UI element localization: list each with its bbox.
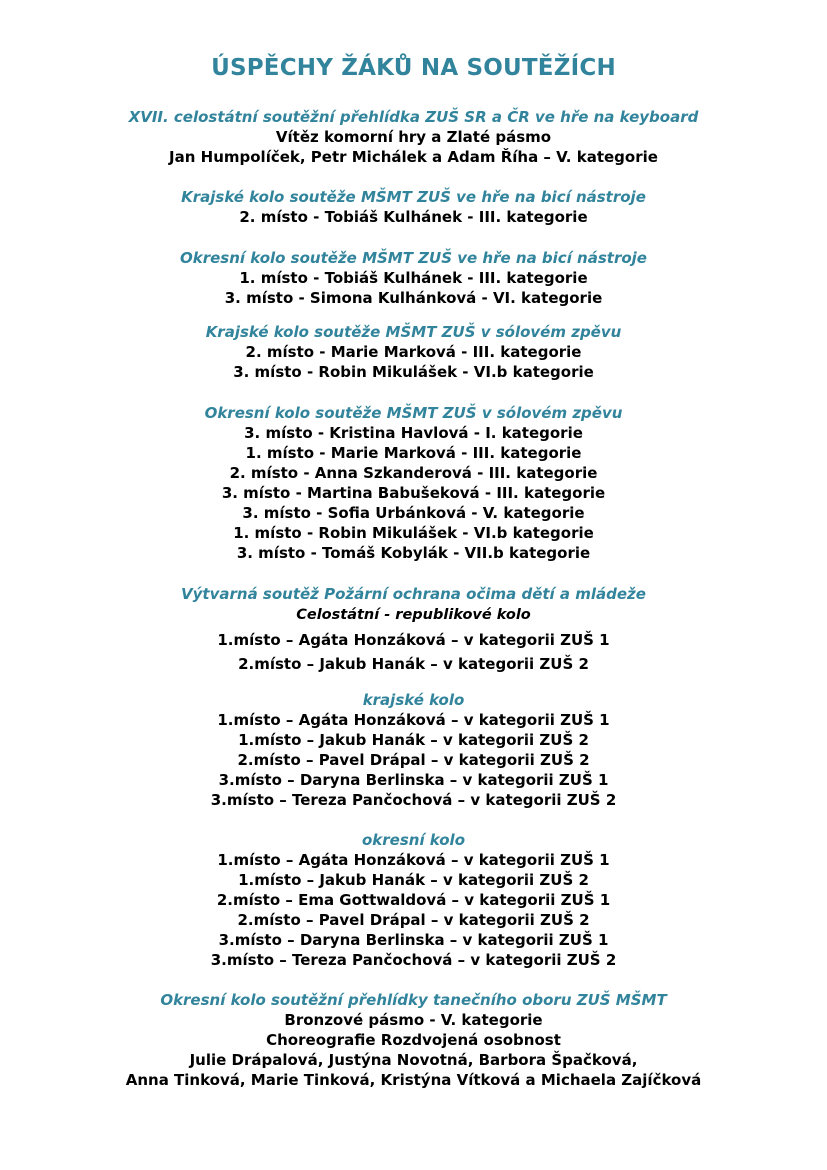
section-art-district xyxy=(0,830,827,970)
section-keyboard-national xyxy=(0,107,827,167)
section-art-regional xyxy=(0,690,827,810)
result-line: 2. místo - Tobiáš Kulhánek - III. kategorie xyxy=(239,208,588,226)
result-line: 1. místo - Robin Mikulášek - VI.b kategorie xyxy=(233,524,594,542)
result-line: Julie Drápalová, Justýna Novotná, Barbora Špačková, xyxy=(189,1051,638,1069)
section-heading: XVII. celostátní soutěžní přehlídka ZUŠ SR a ČR ve hře na keyboard xyxy=(128,108,699,126)
section-subheading: Celostátní - republikové kolo xyxy=(296,607,531,623)
result-line: 3. místo - Simona Kulhánková - VI. kategorie xyxy=(224,289,603,307)
result-line: 3. místo - Robin Mikulášek - VI.b kategorie xyxy=(233,363,594,381)
section-heading: okresní kolo xyxy=(361,831,465,849)
result-line: 3. místo - Tomáš Kobylák - VII.b kategorie xyxy=(236,544,591,562)
result-line: 1.místo – Jakub Hanák – v kategorii ZUŠ 2 xyxy=(238,731,589,749)
section-heading: Okresní kolo soutěže MŠMT ZUŠ ve hře na bicí nástroje xyxy=(180,249,647,267)
result-line: Bronzové pásmo - V. kategorie xyxy=(284,1011,543,1029)
result-line: 3.místo – Daryna Berlinska – v kategorii ZUŠ 1 xyxy=(218,931,609,949)
section-heading: Okresní kolo soutěžní přehlídky tanečního oboru ZUŠ MŠMT xyxy=(160,991,667,1009)
section-percussion-regional xyxy=(0,187,827,227)
result-line: Choreografie Rozdvojená osobnost xyxy=(266,1031,561,1049)
result-line: Jan Humpolíček, Petr Michálek a Adam Říha – V. kategorie xyxy=(169,148,658,166)
section-singing-regional xyxy=(0,322,827,382)
result-line: Anna Tinková, Marie Tinková, Kristýna Vítková a Michaela Zajíčková xyxy=(125,1071,702,1089)
result-line: 2.místo – Ema Gottwaldová – v kategorii ZUŠ 1 xyxy=(216,891,611,909)
result-line: 2.místo – Jakub Hanák – v kategorii ZUŠ 2 xyxy=(238,655,589,673)
result-line: 2. místo - Marie Marková - III. kategorie xyxy=(245,343,582,361)
section-heading: krajské kolo xyxy=(362,691,465,709)
result-line: 2. místo - Anna Szkanderová - III. kategorie xyxy=(229,464,598,482)
result-line: 1.místo – Agáta Honzáková – v kategorii ZUŠ 1 xyxy=(217,711,610,729)
result-line: 3. místo - Sofia Urbánková - V. kategorie xyxy=(242,504,585,522)
result-line: Vítěz komorní hry a Zlaté pásmo xyxy=(275,128,552,146)
result-line: 2.místo – Pavel Drápal – v kategorii ZUŠ 2 xyxy=(237,911,590,929)
result-line: 3. místo - Kristina Havlová - I. kategorie xyxy=(244,424,583,442)
section-singing-district xyxy=(0,403,827,563)
section-heading: Krajské kolo soutěže MŠMT ZUŠ ve hře na bicí nástroje xyxy=(181,188,646,206)
section-heading: Okresní kolo soutěže MŠMT ZUŠ v sólovém zpěvu xyxy=(204,404,623,422)
page-title: ÚSPĚCHY ŽÁKŮ NA SOUTĚŽÍCH xyxy=(211,55,616,81)
section-heading: Výtvarná soutěž Požární ochrana očima dětí a mládeže xyxy=(181,585,646,603)
result-line: 3.místo – Tereza Pančochová – v kategorii ZUŠ 2 xyxy=(210,791,617,809)
result-line: 3.místo – Daryna Berlinska – v kategorii ZUŠ 1 xyxy=(218,771,609,789)
result-line: 1. místo - Marie Marková - III. kategorie xyxy=(245,444,582,462)
section-heading: Krajské kolo soutěže MŠMT ZUŠ v sólovém zpěvu xyxy=(205,323,622,341)
section-percussion-district xyxy=(0,248,827,308)
result-line: 3.místo – Tereza Pančochová – v kategorii ZUŠ 2 xyxy=(210,951,617,969)
result-line: 1.místo – Agáta Honzáková – v kategorii ZUŠ 1 xyxy=(217,851,610,869)
section-dance-district xyxy=(0,990,827,1090)
result-line: 1.místo – Agáta Honzáková – v kategorii ZUŠ 1 xyxy=(217,631,610,649)
result-line: 3. místo - Martina Babušeková - III. kategorie xyxy=(221,484,606,502)
section-art-competition xyxy=(0,584,827,676)
result-line: 2.místo – Pavel Drápal – v kategorii ZUŠ 2 xyxy=(237,751,590,769)
result-line: 1. místo - Tobiáš Kulhánek - III. kategorie xyxy=(239,269,588,287)
result-line: 1.místo – Jakub Hanák – v kategorii ZUŠ 2 xyxy=(238,871,589,889)
